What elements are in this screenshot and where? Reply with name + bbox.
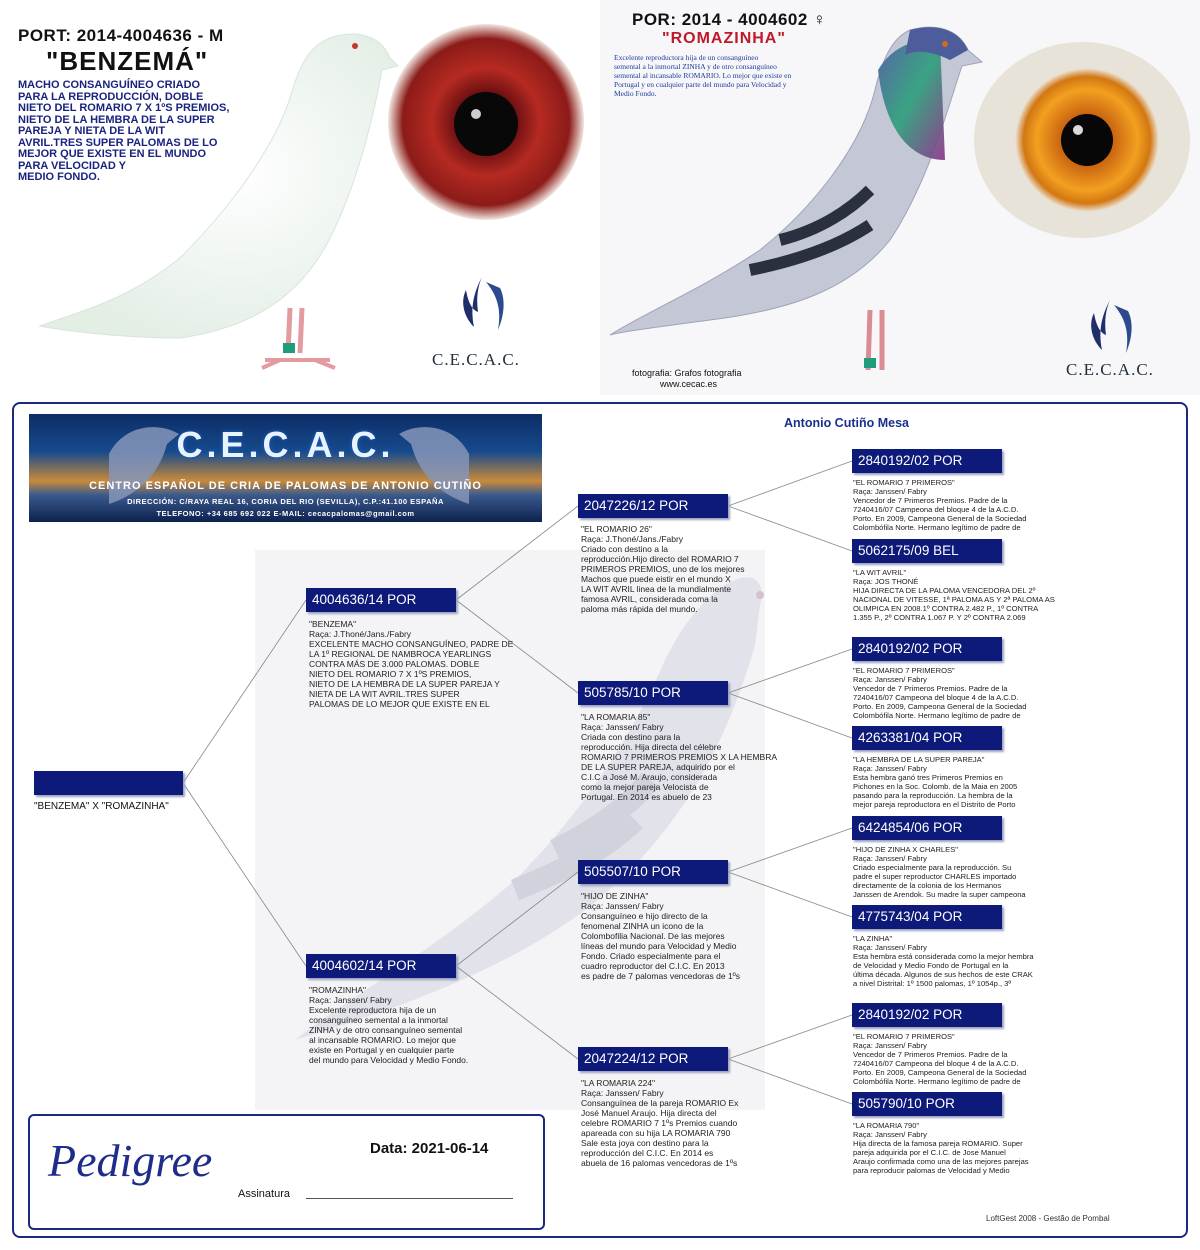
website-link[interactable]: www.cecac.es	[660, 379, 718, 389]
grand-dam-2-box[interactable]: 2047224/12 POR	[578, 1047, 728, 1071]
banner-title: C.E.C.A.C.	[176, 424, 395, 465]
grand-dam-2-description: "LA ROMARIA 224" Raça: Janssen/ Fabry Consanguínea de la pareja ROMARIO Ex José Manuel Araujo. Hija directa del celebre ROMARIO 7 1ºs Premios cuando apareada con su hija LA ROMARIA 790 Sale esta joya con destino para la reproducción del C.I.C. En 2014 es abuela de 16 palomas vencedoras de 1ºs	[581, 1078, 739, 1168]
grand-dam-1-box[interactable]: 505785/10 POR	[578, 681, 728, 705]
great-grand-7-description: "EL ROMARIO 7 PRIMEROS" Raça: Janssen/ Fabry Vencedor de 7 Primeros Premios. Padre de la 7240416/07 Campeona del bloque 4 de la A.C.D. Porto. En 2009, Campeona General de la Sociedad Colombófila Norte. Hermano legítimo de padre de	[853, 1033, 1027, 1086]
root-bird-box[interactable]	[34, 771, 183, 795]
great-grand-1-box[interactable]: 2840192/02 POR	[852, 449, 1002, 473]
signature-line[interactable]	[306, 1198, 513, 1199]
great-grand-2-description: "LA WIT AVRIL" Raça: JOS THONÉ HIJA DIRECTA DE LA PALOMA VENCEDORA DEL 2º NACIONAL DE VITESSE, 1ª PALOMA AS Y 2ª PALOMA AS OLIMPICA EN 2008.1º CONTRA 2.482 P., 1º CONTRA 1.355 P., 2º CONTRA 1.067 P. Y 2º CONTRA 2.069	[853, 569, 1055, 622]
romazinha-name: "ROMAZINHA"	[662, 30, 786, 47]
grand-sire-1-box[interactable]: 2047226/12 POR	[578, 494, 728, 518]
benzema-name: "BENZEMÁ"	[46, 46, 209, 76]
grand-sire-2-description: "HIJO DE ZINHA" Raça: Janssen/ Fabry Consanguíneo e hijo directo de la fenomenal ZINHA un icono de la Colombofilia Nacional. De las mejores líneas del mundo para Velocidad y Medio Fondo. Criado especialmente para el cuadro reproductor del C.I.C. En 2013 es padre de 7 palomas vencedoras de 1ºs	[581, 891, 741, 981]
grand-sire-1-description: "EL ROMARIO 26" Raça: J.Thoné/Jans./Fabry Criado con destino a la reproducción.Hijo directo del ROMARIO 7 PRIMEROS PREMIOS, uno de los mejores Machos que puede eistir en el mundo X LA WIT AVRIL linea de la mundialmente famosa AVRIL, considerada coma la paloma más rápida del mundo.	[581, 524, 745, 614]
great-grand-5-box[interactable]: 6424854/06 POR	[852, 816, 1002, 840]
pedigree-title: Pedigree	[48, 1135, 213, 1186]
great-grand-3-box[interactable]: 2840192/02 POR	[852, 637, 1002, 661]
pedigree-signature-card	[28, 1114, 545, 1230]
sire-box[interactable]: 4004636/14 POR	[306, 588, 456, 612]
romazinha-description: Excelente reproductora hija de un consanguíneo semental a la inmortal ZINHA y de otro consanguíneo semental al incansable ROMARIO. Lo mejor que existe en Portugal y en cualquier parte del mundo para Velocidad y Medio Fondo.	[614, 53, 792, 98]
photo-credit: fotografia: Grafos fotografia	[632, 368, 742, 378]
cecac-logo-text: C.E.C.A.C.	[1066, 360, 1154, 379]
great-grand-1-description: "EL ROMARIO 7 PRIMEROS" Raça: Janssen/ Fabry Vencedor de 7 Primeros Premios. Padre de la 7240416/07 Campeona del bloque 4 de la A.C.D. Porto. En 2009, Campeona General de la Sociedad Colombófila Norte. Hermano legítimo de padre de	[853, 479, 1027, 532]
sire-description: "BENZEMA" Raça: J.Thoné/Jans./Fabry EXCELENTE MACHO CONSANGUÍNEO, PADRE DE LA 1º REGIONAL DE NAMBROCA YEARLINGS CONTRA MÁS DE 3.000 PALOMAS. DOBLE NIETO DEL ROMARIO 7 X 1ºS PREMIOS, NIETO DE LA HEMBRA DE LA SUPER PAREJA Y NIETA DE LA WIT AVRIL.TRES SUPER PALOMAS DE LO MEJOR QUE EXISTE EN EL	[309, 619, 514, 709]
great-grand-3-description: "EL ROMARIO 7 PRIMEROS" Raça: Janssen/ Fabry Vencedor de 7 Primeros Premios. Padre de la 7240416/07 Campeona del bloque 4 de la A.C.D. Porto. En 2009, Campeona General de la Sociedad Colombófila Norte. Hermano legítimo de padre de	[853, 667, 1027, 720]
footer-credit: LoftGest 2008 - Gestão de Pombal	[986, 1214, 1110, 1223]
romazinha-port: POR: 2014 - 4004602 ♀	[632, 10, 827, 29]
pedigree-date: Data: 2021-06-14	[370, 1140, 489, 1157]
great-grand-8-description: "LA ROMARIA 790" Raça: Janssen/ Fabry Hija directa de la famosa pareja ROMARIO. Super pareja adquirida por el C.I.C. de Jose Manuel Araujo confirmada como una de las mejores parejas para reproducir palomas de Velocidad y Medio	[853, 1122, 1029, 1175]
cecac-logo-text: C.E.C.A.C.	[432, 350, 520, 369]
signature-label: Assinatura	[238, 1188, 290, 1200]
banner-contact: TELEFONO: +34 685 692 022 E-MAIL: cecacpalomas@gmail.com	[156, 509, 415, 518]
great-grand-5-description: "HIJO DE ZINHA X CHARLES" Raça: Janssen/ Fabry Criado especialmente para la reproducción. Su padre el super reproductor CHARLES importado directamente de la colonia de los Hermanos Janssen de Arendok. Su madre la super campeona	[853, 846, 1026, 899]
cross-label: "BENZEMA" X "ROMAZINHA"	[34, 801, 169, 812]
dam-description: "ROMAZINHA" Raça: Janssen/ Fabry Excelente reproductora hija de un consanguíneo semental a la inmortal ZINHA y de otro consanguíneo semental al incansable ROMARIO. Lo mejor que existe en Portugal y en cualquier parte del mundo para Velocidad y Medio Fondo.	[309, 985, 469, 1065]
banner-subtitle: CENTRO ESPAÑOL DE CRIA DE PALOMAS DE ANTONIO CUTIÑO	[89, 480, 482, 492]
owner-name: Antonio Cutiño Mesa	[784, 416, 909, 430]
banner-address: DIRECCIÓN: C/RAYA REAL 16, CORIA DEL RIO (SEVILLA), C.P.:41.100 ESPAÑA	[127, 497, 444, 506]
benzema-port: PORT: 2014-4004636 - M	[18, 26, 224, 45]
great-grand-6-description: "LA ZINHA" Raça: Janssen/ Fabry Esta hembra está considerada como la mejor hembra de Velocidad y Medio Fondo de Portugal en la última década. Algunos de sus hechos de este CRAK a nivel Distrital: 1º 1500 palomas, 1º 1054p., 3º	[853, 935, 1034, 988]
great-grand-2-box[interactable]: 5062175/09 BEL	[852, 539, 1002, 563]
benzema-description: MACHO CONSANGUÍNEO CRIADO PARA LA REPRODUCCIÓN, DOBLE NIETO DEL ROMARIO 7 X 1ºS PREMIOS, NIETO DE LA HEMBRA DE LA SUPER PAREJA Y NIETA DE LA WIT AVRIL.TRES SUPER PALOMAS DE LO MEJOR QUE EXISTE EN EL MUNDO PARA VELOCIDAD Y MEDIO FONDO.	[18, 79, 230, 183]
grand-dam-1-description: "LA ROMARIA 85" Raça: Janssen/ Fabry Criada con destino para la reproducción. Hija directa del célebre ROMARIO 7 PRIMEROS PREMIOS X LA HEMBRA DE LA SUPER PAREJA, adquirido por el C.I.C a José M. Araujo, considerada como la mejor pareja Velocista de Portugal. En 2014 es abuelo de 23	[581, 712, 778, 802]
great-grand-7-box[interactable]: 2840192/02 POR	[852, 1003, 1002, 1027]
great-grand-4-box[interactable]: 4263381/04 POR	[852, 726, 1002, 750]
great-grand-8-box[interactable]: 505790/10 POR	[852, 1092, 1002, 1116]
great-grand-6-box[interactable]: 4775743/04 POR	[852, 905, 1002, 929]
grand-sire-2-box[interactable]: 505507/10 POR	[578, 860, 728, 884]
great-grand-4-description: "LA HEMBRA DE LA SUPER PAREJA" Raça: Janssen/ Fabry Esta hembra ganó tres Primeros Premios en Pichones en la Soc. Colomb. de la Maia en 2005 pasando para la reproducción. La hembra de la mejor pareja reproductora en el Distrito de Porto	[853, 756, 1018, 809]
dam-box[interactable]: 4004602/14 POR	[306, 954, 456, 978]
